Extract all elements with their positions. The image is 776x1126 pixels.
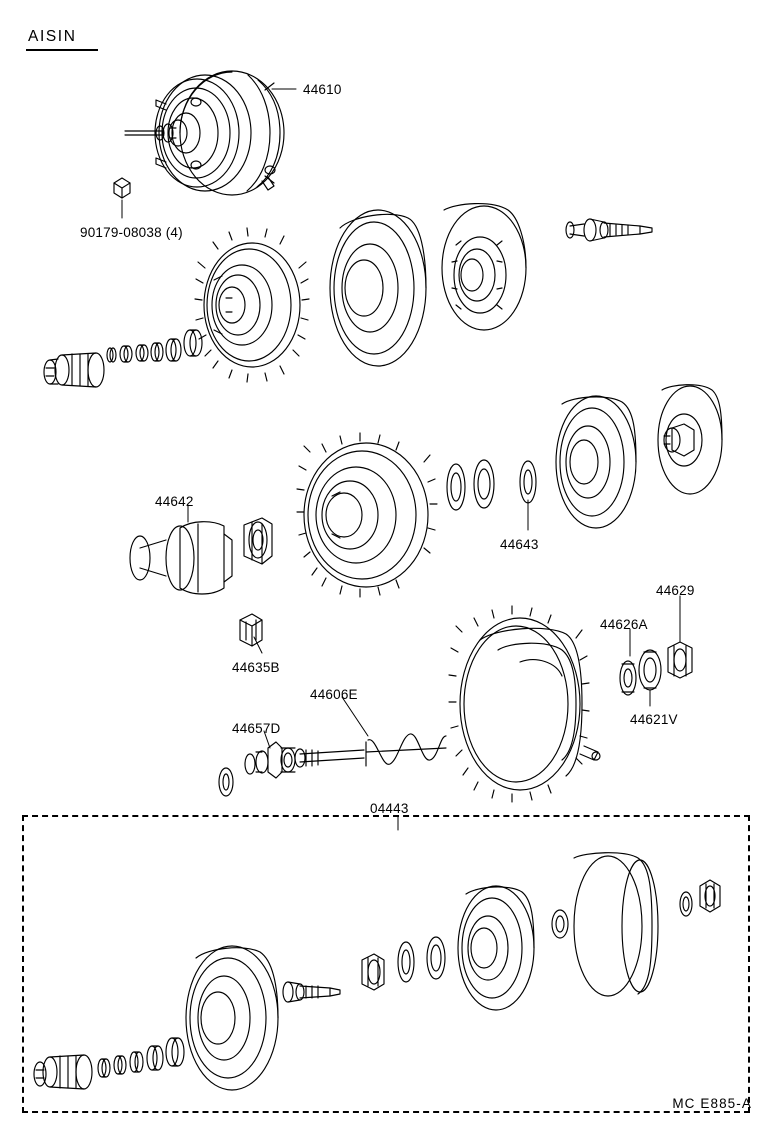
part-label-44635B: 44635B [232, 660, 280, 675]
part-label-44606E: 44606E [310, 687, 358, 702]
part-label-44642: 44642 [155, 494, 194, 509]
part-label-44643: 44643 [500, 537, 539, 552]
rear-plate-mid-right [658, 385, 722, 494]
seal-44626A [620, 661, 636, 695]
part-label-90179-08038: 90179-08038 (4) [80, 225, 183, 240]
push-rod-upper-right [566, 219, 652, 241]
sheet-code: MC E885-A [672, 1096, 752, 1111]
valve-key-spacer [244, 518, 272, 564]
part-label-44626A: 44626A [600, 617, 648, 632]
part-label-44610: 44610 [303, 82, 342, 97]
push-rod-44657D [219, 742, 364, 796]
leader-lines [122, 89, 680, 830]
retainer-44635B [240, 614, 262, 646]
boot-bellows-upper-left [44, 353, 104, 387]
kit-label-04443: 04443 [370, 801, 409, 816]
spring-44606E [366, 734, 446, 766]
spacer-stack-upper [107, 330, 202, 362]
clip-44629 [668, 642, 692, 678]
part-label-44621V: 44621V [630, 712, 678, 727]
part-label-44657D: 44657D [232, 721, 281, 736]
front-shell-assembly [449, 606, 600, 802]
rear-shell-upper-right [442, 204, 526, 330]
washers-44643 [447, 460, 536, 510]
booster-assembly-44610 [125, 71, 284, 195]
valve-body-44642 [130, 522, 232, 594]
part-label-44629: 44629 [656, 583, 695, 598]
nut-90179-08038 [114, 178, 130, 198]
diaphragm-assembly-mid [297, 433, 437, 597]
repair-kit-boundary [22, 815, 750, 1113]
diaphragm-mid-right [556, 396, 636, 528]
diaphragm-44610-shell-upper [330, 210, 426, 366]
grommet-44621V [639, 650, 661, 690]
diaphragm-plate-assembly [195, 228, 309, 382]
brand-label: AISIN [28, 28, 77, 45]
